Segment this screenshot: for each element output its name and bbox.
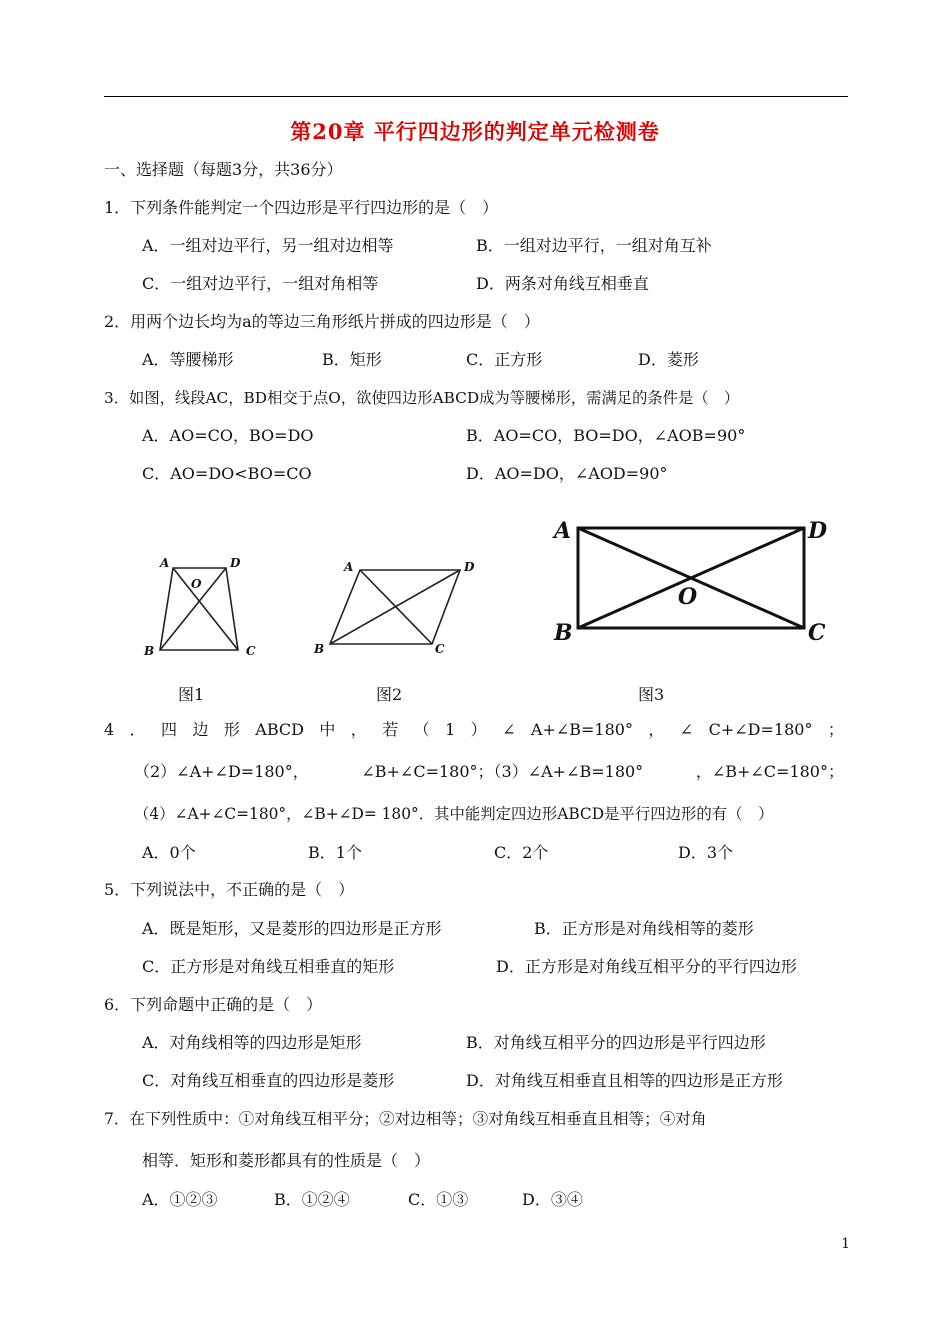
q4-token: 四 — [161, 720, 178, 739]
q4-token: ． — [129, 720, 146, 739]
q4-token: A+∠B=180° — [530, 720, 633, 739]
figure-2-caption: 图2 — [376, 685, 403, 704]
q4-token: ， — [648, 720, 665, 739]
q2-option-a: A．等腰梯形 — [142, 350, 234, 369]
q6-option-c: C．对角线互相垂直的四边形是菱形 — [142, 1071, 395, 1090]
fig2-label-b: B — [314, 642, 325, 656]
q4-token: ， — [350, 720, 367, 739]
q3-option-a: A．AO=CO，BO=DO — [142, 426, 314, 445]
q4-stem-line-1 — [104, 720, 844, 740]
fig2-diagonal-bd — [330, 570, 460, 644]
q4-token: C+∠D=180° — [708, 720, 813, 739]
q6-option-a: A．对角线相等的四边形是矩形 — [142, 1033, 362, 1052]
q4-token: ） — [470, 720, 487, 739]
q6-stem: 6．下列命题中正确的是（ ） — [104, 995, 323, 1014]
fig3-label-a: A — [554, 518, 572, 544]
fig1-label-a: A — [160, 556, 170, 570]
q7-option-a: A．①②③ — [142, 1190, 218, 1209]
header-rule — [104, 96, 848, 97]
q2-option-b: B．矩形 — [322, 350, 382, 369]
q4-token: 4 — [104, 720, 115, 739]
section-heading: 一、选择题（每题3分，共36分） — [104, 160, 343, 179]
q4-token: 1 — [445, 720, 456, 739]
q6-option-b: B．对角线互相平分的四边形是平行四边形 — [466, 1033, 766, 1052]
q3-option-d: D．AO=DO，∠AOD=90° — [466, 464, 668, 483]
q5-option-a: A．既是矩形，又是菱形的四边形是正方形 — [142, 919, 442, 938]
page-number: 1 — [841, 1236, 850, 1252]
q4-token: 中 — [319, 720, 336, 739]
q4-token: 形 — [223, 720, 240, 739]
q4-token: ； — [827, 720, 844, 739]
q5-option-d: D．正方形是对角线互相平分的平行四边形 — [496, 957, 797, 976]
q7-option-c: C．①③ — [408, 1190, 469, 1209]
document-title: 第20章 平行四边形的判定单元检测卷 — [290, 119, 660, 144]
q4-option-a: A．0个 — [142, 843, 196, 862]
q2-stem: 2．用两个边长均为a的等边三角形纸片拼成的四边形是（ ） — [104, 312, 540, 331]
q3-option-b: B．AO=CO，BO=DO，∠AOB=90° — [466, 426, 746, 445]
q5-option-b: B．正方形是对角线相等的菱形 — [534, 919, 754, 938]
q7-option-d: D．③④ — [522, 1190, 583, 1209]
figure-3-rectangle — [548, 508, 836, 648]
q1-option-d: D．两条对角线互相垂直 — [476, 274, 649, 293]
q7-option-b: B．①②④ — [274, 1190, 350, 1209]
q4-token: ∠ — [679, 720, 694, 739]
figure-3-caption: 图3 — [638, 685, 665, 704]
fig1-label-b: B — [144, 644, 155, 658]
q4-line2-part: ，∠B+∠C=180°； — [695, 762, 844, 781]
q4-option-b: B．1个 — [308, 843, 362, 862]
fig3-label-o: O — [678, 584, 698, 610]
figure-1-trapezoid — [138, 552, 264, 662]
q2-option-d: D．菱形 — [638, 350, 699, 369]
figure-1-caption: 图1 — [178, 685, 205, 704]
q1-option-c: C．一组对边平行，一组对角相等 — [142, 274, 379, 293]
fig2-label-d: D — [464, 560, 475, 574]
q4-token: ∠ — [502, 720, 516, 739]
q4-token: ABCD — [255, 720, 304, 739]
q4-token: （ — [413, 720, 430, 739]
q1-stem: 1．下列条件能判定一个四边形是平行四边形的是（ ） — [104, 198, 499, 217]
q3-stem: 3．如图，线段AC，BD相交于点O，欲使四边形ABCD成为等腰梯形，需满足的条件是（ ） — [104, 389, 740, 407]
q3-option-c: C．AO=DO<BO=CO — [142, 464, 312, 483]
q7-stem-line-2: 相等．矩形和菱形都具有的性质是（ ） — [142, 1151, 431, 1170]
q4-token: 若 — [382, 720, 399, 739]
fig2-label-c: C — [435, 642, 445, 656]
q4-option-c: C．2个 — [494, 843, 549, 862]
fig1-label-d: D — [230, 556, 241, 570]
q7-stem-line-1: 7．在下列性质中：①对角线互相平分；②对边相等；③对角线互相垂直且相等；④对角 — [104, 1110, 707, 1128]
q6-option-d: D．对角线互相垂直且相等的四边形是正方形 — [466, 1071, 783, 1090]
figure-2-parallelogram — [310, 556, 480, 662]
fig2-label-a: A — [344, 560, 354, 574]
q1-option-b: B．一组对边平行，一组对角互补 — [476, 236, 712, 255]
q4-token: 边 — [192, 720, 209, 739]
q4-stem-line-2 — [134, 762, 844, 782]
q5-option-c: C．正方形是对角线互相垂直的矩形 — [142, 957, 395, 976]
fig3-label-d: D — [808, 518, 828, 544]
fig1-label-o: O — [191, 577, 202, 591]
q4-line2-part: ∠B+∠C=180°；（3）∠A+∠B=180° — [361, 762, 644, 781]
q5-stem: 5．下列说法中，不正确的是（ ） — [104, 880, 355, 899]
q1-option-a: A．一组对边平行，另一组对边相等 — [142, 236, 394, 255]
q4-option-d: D．3个 — [678, 843, 734, 862]
q2-option-c: C．正方形 — [466, 350, 543, 369]
q4-line2-part: （2）∠A+∠D=180°， — [134, 762, 309, 781]
fig3-label-b: B — [554, 620, 573, 646]
fig3-label-c: C — [808, 620, 826, 646]
q4-stem-line-3: （4）∠A+∠C=180°，∠B+∠D= 180°．其中能判定四边形ABCD是平行四边形的有（ ） — [134, 805, 774, 823]
fig1-label-c: C — [246, 644, 256, 658]
